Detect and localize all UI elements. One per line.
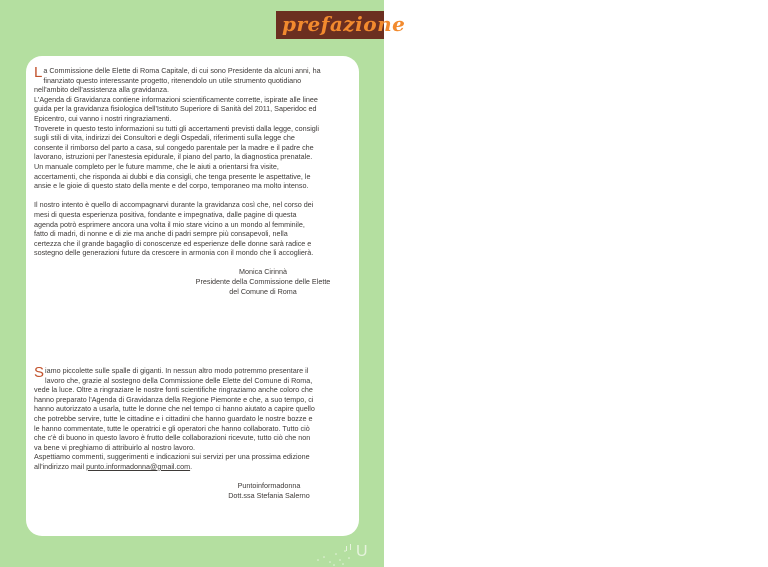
- signature-name: Monica Cirinnà: [239, 267, 287, 277]
- text-line: a Commissione delle Elette di Roma Capitale, di cui sono Presidente da alcuni anni, ha: [43, 66, 321, 75]
- text-line: Epicentro, cui vanno i nostri ringraziamenti.: [34, 113, 172, 123]
- page-decor-glyph: U: [356, 543, 368, 560]
- signature-title: Dott.ssa Stefania Salerno: [228, 490, 310, 500]
- preface-section-2: [34, 366, 352, 500]
- signature-block-1: [174, 267, 352, 296]
- email-link[interactable]: punto.informadonna@gmail.com: [86, 461, 191, 471]
- text-line: guida per la gravidanza fisiologica dell'Istituto Superiore di Sanità del 2011, Saperidoc ed: [34, 104, 317, 114]
- mail-prefix: all'indirizzo mail: [34, 461, 87, 471]
- signature-title: Presidente della Commissione delle Elette: [195, 277, 331, 287]
- signature-block-2: [214, 481, 324, 500]
- text-line: nell'ambito dell'assistenza alla gravidanza.: [34, 85, 169, 95]
- text-line: Troverete in questo testo informazioni su tutti gli accertamenti previsti dalla legge, consigli: [34, 123, 319, 133]
- text-line: iamo piccolette sulle spalle di giganti. In nessun altro modo potremmo presentare il: [45, 366, 309, 375]
- text-line: sostegno delle generazioni future da crescere in armonia con il mondo che li accoglierà.: [34, 248, 314, 258]
- section-banner: [276, 11, 406, 39]
- text-line: mesi di questa esperienza positiva, fondante e impegnativa, dalle pagine di questa: [34, 209, 297, 219]
- section-title: prefazione: [282, 12, 406, 36]
- text-line: vede la luce. Oltre a ringraziare le nostre fonti scientifiche ringraziamo anche coloro che: [34, 385, 313, 395]
- signature-org: del Comune di Roma: [229, 286, 297, 296]
- text-line: va bene vi preghiamo di attribuirlo al nostro lavoro.: [34, 442, 196, 452]
- text-line: agenda potrò esprimere ancora una volta il mio stare vicino a un mondo al femminile,: [34, 219, 305, 229]
- mail-suffix: .: [190, 461, 193, 471]
- text-line: hanno autorizzato a usarla, tutte le donne che nel tempo ci hanno aiutato a capire quello: [34, 404, 315, 414]
- dropcap-s: S: [34, 364, 45, 381]
- text-line: che potrebbe servire, tutte le cittadine e i cittadini che hanno guardato le nostre bozze e: [34, 413, 313, 423]
- text-line: hanno preparato l'Agenda di Gravidanza della Regione Piemonte e che, a suo tempo, ci: [34, 394, 314, 404]
- text-line: consente il rimborso del parto a casa, sul congedo parentale per la madre e il padre che: [34, 142, 314, 152]
- text-line: L'Agenda di Gravidanza contiene informazioni scientificamente corrette, ispirate alle linee: [34, 94, 318, 104]
- text-line: Il nostro intento è quello di accompagnarvi durante la gravidanza così che, nel corso dei: [34, 200, 314, 210]
- text-line: lavoro che, grazie al sostegno della Commissione delle Elette del Comune di Roma,: [45, 375, 313, 385]
- text-line: le hanno commentate, tutte le operatrici e gli operatori che hanno collaborato. Tutto ciò: [34, 423, 310, 433]
- text-line: sugli stili di vita, indirizzi dei Consultori e degli Ospedali, riferimenti sulla legge che: [34, 133, 295, 143]
- mail-line: [34, 462, 352, 472]
- text-line: Un manuale completo per le future mamme, che le aiuti a orientarsi fra visite,: [34, 161, 279, 171]
- text-line: Aspettiamo commenti, suggerimenti e indicazioni sui servizi per una prossima edizione: [34, 452, 310, 462]
- text-line: ansie e le gioie di questo stato della mente e del corpo, temporaneo ma molto intenso.: [34, 181, 309, 191]
- text-line: accertamenti, che risponda ai dubbi e dia consigli, che tenga presente le aspettative, le: [34, 171, 311, 181]
- text-line: certezza che il grande bagaglio di conoscenze ed esperienze delle donne sarà radice e: [34, 238, 312, 248]
- text-line: che c'è di buono in questo lavoro è frutto delle collaborazioni ricevute, tutto ciò che non: [34, 433, 311, 443]
- dropcap-l: L: [34, 64, 43, 81]
- text-line: lavorano, istruzioni per l'anestesia epidurale, il piano del parto, la diagnostica prenatale.: [34, 152, 313, 162]
- preface-section-1: [34, 66, 352, 296]
- signature-name: Puntoinformadonna: [237, 481, 301, 491]
- decorative-pattern: [312, 540, 384, 567]
- text-line: finanziato questo interessante progetto, ritenendolo un utile strumento quotidiano: [43, 75, 302, 85]
- text-line: fatto di madri, di nonne e di zie ma anche di padri sempre più consapevoli, nella: [34, 229, 288, 239]
